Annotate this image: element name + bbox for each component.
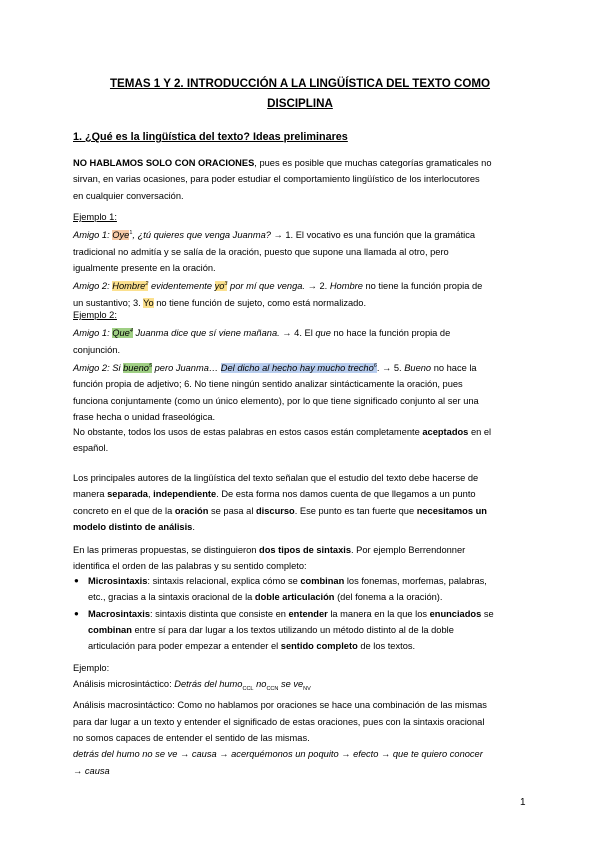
paragraph-text: . (192, 521, 195, 532)
highlight-yo-2: Yo (143, 297, 154, 308)
paragraph-text: de los textos. (357, 641, 416, 652)
subscript-tag: CCN (266, 686, 279, 693)
footnote-marker: 1 (129, 230, 133, 237)
chain-text: → causa (73, 765, 110, 776)
intro-line-3: en cualquier conversación. (73, 190, 184, 201)
micro-analysis (73, 676, 527, 697)
highlight-bueno-text: bueno (123, 363, 149, 374)
explanation-text: no tiene la función propia de (362, 281, 483, 292)
subscript-tag: CCL (242, 686, 254, 693)
example-2-heading: Ejemplo 2: (73, 310, 117, 320)
explanation-text: . → 5. (376, 363, 405, 374)
bold-term: sentido completo (280, 641, 358, 652)
example-1-heading: Ejemplo 1: (73, 212, 117, 222)
section-heading: 1. ¿Qué es la lingüística del texto? Ideas preliminares (73, 131, 348, 143)
footnote-marker: 6 (373, 362, 377, 369)
example-1-amigo-2 (73, 276, 527, 294)
highlight-hombre (112, 281, 148, 291)
example-3 (73, 660, 527, 779)
bullet-title: Microsintaxis (88, 576, 148, 586)
highlight-dicho (221, 363, 377, 373)
paragraph-text: la manera en la que los (327, 608, 430, 619)
paragraph-text: (del fonema a la oración). (334, 592, 443, 603)
autores-line-3 (73, 503, 527, 519)
example-2-amigo-2 (73, 358, 527, 376)
autores-paragraph (73, 470, 527, 535)
obstante-line-2: español. (73, 443, 109, 454)
analysis-text: se ve (278, 679, 304, 690)
paragraph-text: , (147, 489, 154, 500)
paragraph-text: No obstante, todos los usos de estas palabras en estos casos están completamente (73, 427, 423, 437)
list-item-microsintaxis (73, 573, 527, 606)
example-2-amigo-1 (73, 323, 527, 341)
term: Hombre (329, 281, 363, 292)
bold-term: dos tipos de sintaxis (259, 545, 352, 555)
paragraph-text: En las primeras propuestas, se distinguieron (73, 545, 260, 555)
quote-text: , ¿tú quieres que venga Juanma? (132, 230, 271, 241)
autores-line-1: Los principales autores de la lingüística del texto señalan que el estudio del texto debe hacerse de (73, 473, 479, 483)
subscript-tag: NV (303, 686, 311, 693)
macro-line-1: Análisis macrosintáctico: Como no hablamos por oraciones se hace una combinación de las mismas (73, 700, 487, 711)
highlight-yo (215, 281, 228, 291)
paragraph-text: se (481, 608, 494, 619)
chain-line-2 (73, 763, 527, 779)
paragraph-text: etc., gracias a la sintaxis oracional de la (88, 592, 255, 603)
obstante-line-1 (73, 424, 527, 440)
footnote-marker: 2 (145, 281, 149, 288)
quote-text: pero Juanma… (152, 363, 221, 374)
bold-term: doble articulación (254, 592, 335, 603)
intro-text: , pues es posible que muchas categorías gramaticales no (254, 158, 492, 168)
example-2-line-5: funciona conjuntamente (como un único elemento), por lo que tiene significado conjunto al ser una (73, 395, 479, 406)
speaker-label: Amigo 2: Si (73, 363, 124, 374)
explanation-text: un sustantivo; 3. (73, 297, 144, 308)
intro-bold: NO HABLAMOS SOLO CON ORACIONES (73, 158, 255, 168)
list-item-macrosintaxis (73, 606, 527, 655)
autores-line-2 (73, 486, 527, 502)
paragraph-text: . Por ejemplo Berrendonner (351, 545, 466, 555)
speaker-label: Amigo 1: (73, 230, 113, 241)
bullet-title: Macrosintaxis (88, 608, 151, 619)
propuestas-paragraph (73, 542, 527, 575)
explanation-text: no hace la función propia de (330, 328, 451, 339)
bold-term: combinan (300, 576, 345, 586)
paragraph-text: : sintaxis distinta que consiste en (150, 608, 289, 619)
example-2-line-4: función propia de adjetivo; 6. No tiene ningún sentido analizar sintácticamente la oración, pues (73, 379, 463, 390)
explanation-text: → 1. El vocativo es una función que la gramática (270, 230, 476, 241)
highlight-oye: Oye (112, 230, 130, 241)
footnote-marker: 3 (224, 281, 228, 288)
highlight-bueno (123, 363, 152, 373)
paragraph-text: . Ese punto es tan fuerte que (294, 505, 417, 516)
explanation-text: → 4. El (279, 328, 316, 339)
bold-term: oración (174, 505, 209, 516)
speaker-label: Amigo 1: (73, 328, 113, 339)
example-2-line-2: conjunción. (73, 344, 121, 355)
term: que (315, 328, 331, 339)
title-line-1: TEMAS 1 Y 2. INTRODUCCIÓN A LA LINGÜÍSTICA DEL TEXTO COMO (109, 77, 491, 90)
explanation-text: no tiene función de sujeto, como está normalizado. (153, 297, 367, 308)
autores-line-4 (73, 519, 527, 535)
bold-term: separada (107, 489, 148, 500)
analysis-text: Detrás del humo (174, 679, 243, 690)
bold-term: necesitamos un (416, 505, 487, 516)
explanation-text: → 2. (305, 281, 330, 292)
chain-text: detrás del humo no se ve → causa → acerquémonos un poquito → efecto → que te quiero conocer (73, 749, 483, 760)
example-1 (73, 209, 527, 311)
highlight-yo-text: yo (214, 281, 225, 292)
example-2-line-6: frase hecha o unidad fraseológica. (73, 411, 216, 422)
example-1-amigo-1 (73, 225, 527, 243)
bold-term: aceptados (422, 427, 469, 437)
paragraph-text: entre sí para dar lugar a los textos utilizando un método distinto al de la doble (131, 624, 454, 635)
page-number: 1 (520, 797, 526, 808)
highlight-hombre-text: Hombre (112, 281, 146, 292)
paragraph-text: concreto en el que de la (73, 505, 175, 516)
bold-term: independiente (153, 489, 217, 500)
quote-text: Juanma dice que sí viene mañana. (132, 328, 280, 339)
example-3-heading: Ejemplo: (73, 663, 110, 673)
example-1-line-2: tradicional no admitía y se salía de la oración, puesto que supone una llamada al otro, pero (73, 246, 449, 257)
bold-term: combinan (88, 624, 132, 635)
quote-text: por mí que venga. (227, 281, 305, 292)
paragraph-text: en el (468, 427, 492, 437)
macro-line-3: no somos capaces de entender el sentido de las mismas. (73, 733, 310, 744)
sintaxis-list (73, 573, 527, 654)
paragraph-text: los fonemas, morfemas, palabras, (344, 576, 487, 586)
explanation-text: no hace la (431, 363, 477, 374)
analysis-label: Análisis microsintáctico: (73, 679, 175, 690)
bold-term: modelo distinto de análisis (73, 521, 193, 532)
intro-paragraph (73, 155, 527, 204)
macro-line-2: para dar lugar a un texto y entender el significado de estas oraciones, pues con la sintaxis oracional (73, 716, 485, 727)
paragraph-text: . De esta forma nos damos cuenta de que llegamos a un punto (216, 489, 476, 500)
bold-term: enunciados (429, 608, 482, 619)
paragraph-text: : sintaxis relacional, explica cómo se (147, 576, 301, 586)
intro-line-2: sirvan, en varias ocasiones, para poder estudiar el comportamiento lingüístico de los interlocutores (73, 174, 480, 185)
speaker-label: Amigo 2: (73, 281, 113, 292)
chain-line-1 (73, 746, 527, 762)
footnote-marker: 4 (129, 328, 133, 335)
highlight-dicho-text: Del dicho al hecho hay mucho trecho (220, 363, 374, 374)
propuestas-line-1 (73, 542, 527, 558)
paragraph-text: se pasa al (208, 505, 256, 516)
highlight-que-text: Que (112, 328, 130, 339)
quote-text: evidentemente (148, 281, 215, 292)
analysis-text: no (253, 679, 267, 690)
paragraph-text: manera (73, 489, 108, 500)
example-2 (73, 307, 527, 425)
example-1-line-3: igualmente presente en la oración. (73, 262, 216, 273)
paragraph-text: articulación para poder empezar a entender el (88, 641, 281, 652)
bold-term: discurso (255, 505, 295, 516)
footnote-marker: 5 (148, 362, 153, 369)
highlight-que (112, 328, 133, 338)
title-line-2: DISCIPLINA (267, 97, 333, 110)
term: Bueno (404, 363, 432, 374)
propuestas-line-2: identifica el orden de las palabras y su sentido completo: (73, 561, 307, 572)
bold-term: entender (288, 608, 328, 619)
obstante-paragraph (73, 424, 527, 457)
document-title (72, 74, 528, 114)
